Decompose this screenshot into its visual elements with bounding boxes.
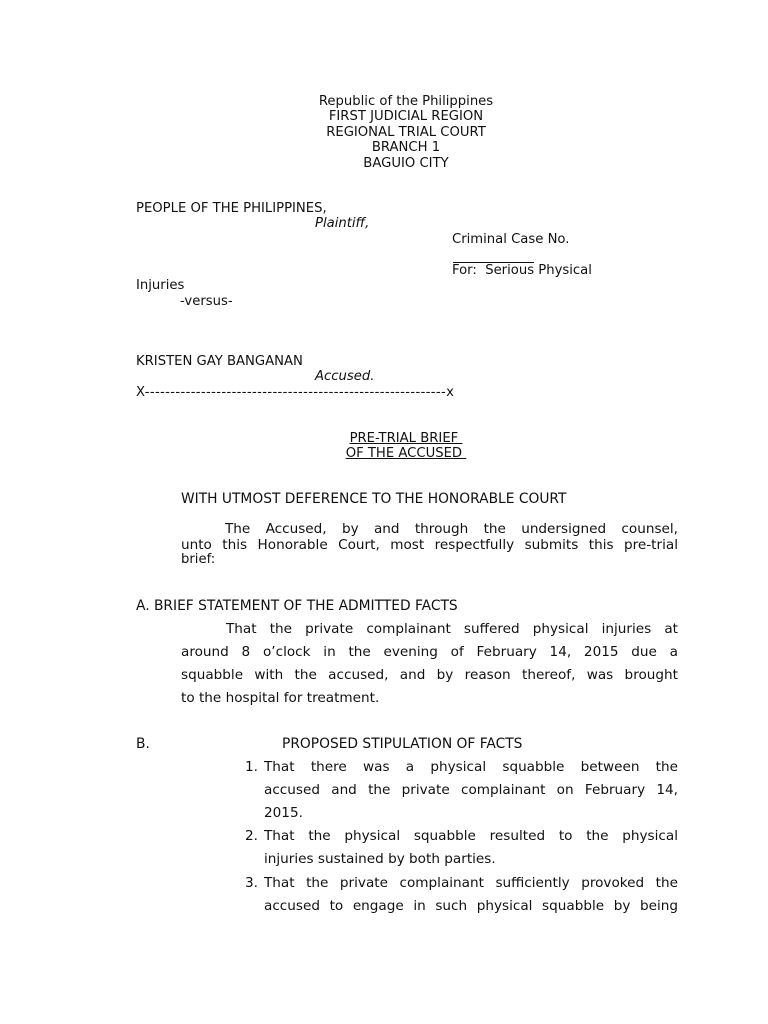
section-b-heading: PROPOSED STIPULATION OF FACTS bbox=[282, 736, 523, 752]
header-branch: BRANCH 1 bbox=[371, 140, 441, 155]
list-item-number: 1. bbox=[245, 759, 258, 775]
header-judicial-region: FIRST JUDICIAL REGION bbox=[328, 109, 484, 124]
plaintiff-role: Plaintiff, bbox=[315, 216, 370, 231]
list-item-line: That the private complainant sufficiently provoked the bbox=[264, 875, 678, 891]
list-item-line: accused and the private complainant on February 14, bbox=[264, 782, 678, 798]
intro-line-2: unto this Honorable Court, most respectfully submits this pre-trial bbox=[181, 537, 678, 553]
case-for-continued: Injuries bbox=[136, 278, 185, 293]
title-line-1: PRE-TRIAL BRIEF bbox=[349, 431, 463, 446]
header-trial-court: REGIONAL TRIAL COURT bbox=[326, 125, 486, 140]
intro-line-1: The Accused, by and through the undersigned counsel, bbox=[225, 521, 678, 537]
list-item-line: That the physical squabble resulted to the physical bbox=[264, 828, 678, 844]
section-a-line-2: around 8 o’clock in the evening of February 14, 2015 due a bbox=[181, 644, 678, 660]
accused-role: Accused. bbox=[315, 369, 375, 384]
list-item-line: 2015. bbox=[264, 805, 303, 821]
list-item-number: 2. bbox=[245, 828, 258, 844]
versus-label: -versus- bbox=[180, 294, 233, 309]
accused-name: KRISTEN GAY BANGANAN bbox=[136, 354, 303, 369]
section-a-line-1: That the private complainant suffered physical injuries at bbox=[226, 621, 678, 637]
header-city: BAGUIO CITY bbox=[363, 156, 449, 171]
title-line-2: OF THE ACCUSED bbox=[345, 446, 467, 461]
case-number-label: Criminal Case No. bbox=[452, 232, 570, 247]
case-for-label: For: Serious Physical bbox=[452, 263, 592, 278]
section-b-letter: B. bbox=[136, 736, 150, 752]
intro-line-3: brief: bbox=[181, 552, 216, 567]
list-item-number: 3. bbox=[245, 875, 258, 891]
caption-separator: X-----------------------------------------------------------x bbox=[136, 385, 455, 400]
section-a-heading: A. BRIEF STATEMENT OF THE ADMITTED FACTS bbox=[136, 598, 458, 614]
salutation: WITH UTMOST DEFERENCE TO THE HONORABLE COURT bbox=[181, 491, 567, 507]
plaintiff-name: PEOPLE OF THE PHILIPPINES, bbox=[136, 201, 327, 216]
section-a-line-4: to the hospital for treatment. bbox=[181, 690, 380, 706]
header-republic: Republic of the Philippines bbox=[318, 94, 494, 109]
list-item-line: accused to engage in such physical squabble by being bbox=[264, 898, 678, 914]
list-item-line: That there was a physical squabble between the bbox=[264, 759, 678, 775]
list-item-line: injuries sustained by both parties. bbox=[264, 851, 496, 867]
section-a-line-3: squabble with the accused, and by reason thereof, was brought bbox=[181, 667, 678, 683]
